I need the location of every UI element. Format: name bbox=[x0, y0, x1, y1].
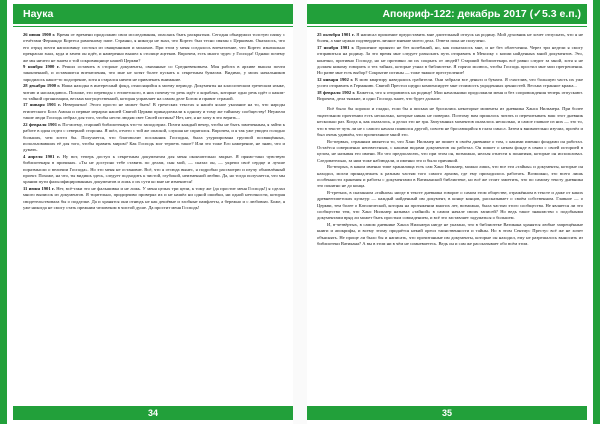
left-page bbox=[7, 0, 293, 424]
right-edge-band bbox=[593, 0, 600, 424]
diary-entry: 12 января 1902 г. В мою квартиру наведались грабители. Они забрали все деньги и бумаги. Я счастлив, что большую часть их уже успел отправить в Германию. Святой Престол щедро компенсирует мне стоимость украденных ценностей. Весьма странное кражa... bbox=[317, 76, 584, 89]
left-header-rule bbox=[13, 26, 293, 27]
right-header-rule bbox=[307, 26, 587, 27]
body-paragraph: В-третьих, в сказанном «тайном» нигде в тексте дневника говорит о самом этом обществе, отражённом в тексте и даже от каких древнеегипетских культур — каждый найденный им документ, в конце концов, рассказывает о своём собственном. Главное — о Церкви, тем более о Католической, которая на протяжении многих лет, возможно, была частью этого сообщества. Не является ли это сообщество тем, что Ханс Нильмер называл «тайной» в самом начале своих записей? Но ведь такое знакомство с подобными документами вряд ли может быть простым совпадением, и всё это заставляет задуматься о большем. bbox=[317, 189, 583, 221]
diary-entry: 28 декабря 1900 г. Наша находка в интересный фонд, относящийся к моему периоду. Документы на классическом греческом языке, читаю и наслаждаюсь. Похоже, это переводы с египетского, в них почему-то речь идёт о кораблях, которые одно речь идёт о каком-то тайной организации, весьма могущественной, которая управляет на самом деле Богом и правит страной. bbox=[23, 83, 285, 102]
left-edge-band bbox=[0, 0, 7, 424]
diary-entry: 26 июня 1900 г. Время от времени продолжаю свои исследования, опасаясь быть раскрытым. Сегодня обнаружил толстую папку с отчётами Фернандо Кортеса рамочному папе. Странно, я никогда не знал, что Кортес был тесно связан с Церковью. Оказалось, что его отряд почти наполовину состоял из священников и монахов. При этом у меня создалось впечатление, что Кортес изначально прекрасно знал, куда и зачем он идёт, и намеренно вышел к столице ацтеков. Впрочем, есть много чудес у Господа! Однако почему же мы ничего не знаем о той сокровищнице нашей Церкви? bbox=[23, 32, 285, 63]
left-page-header: Наука bbox=[13, 4, 293, 24]
left-page-body bbox=[23, 32, 285, 211]
diary-entry: 4 апреля 1901 г. Ну вот, теперь доступ к секретным документам для меня окончательно закрыт. Я прямо-таки чувствую библиотекаря в причинах. «Ты не доступно тебе ставить по делам, сын мой, — сказал он, — укрепи своё сердце и лучше поразмысли о величии Господа». Но это меня не остановит. Всё, что я отсюда вынес, я подробно рассмотрю и изучу обновлённый проект. Похоже, на что, ты видишь здесь, следует подходить к чистой, глубокой, неизменной любви. Да, но тогда получается, что мы храним пути фальсифицированных документов и ложь о их сути ко мне не изменится! bbox=[23, 153, 285, 185]
diary-entry: 17 января 1901 г. Невероятно! Этого просто не может быть! В греческих текстах я нашёл ясное указание на то, что народы египетского Бога Амона и первые иерархи нашей Святой Церкви принадлежали к одному и тому же тайному сообществу! Неужели такие люди Господь избрал для того, чтобы нести людям свет Своей истины? Нет, нет, я не хочу в это верить... bbox=[23, 102, 285, 121]
body-paragraph: Во-вторых, в каком именно типе хранилища есть сам Ханс Нильмер, можно лишь, что все эти «тайны» и документы, которые он находил, могли принадлежать к разным частям того самого архива, где ему приходилось работать. Возможно, это всего лишь особенности хранения и работы с документами в Ватиканской библиотеке, но всё же стоит заметить, что по самому тексту дневника это понятно не до конца. bbox=[317, 164, 583, 189]
diary-entry: 17 ноября 1901 г. Прошение принято не без колебаний, но, как показалось мне, и не без облегчения. Через три недели я смогу отправиться на родину. За это время мне следует разыскать путь отправить в Мексику с копии найденных мной документов. Это, конечно, противно Господу, но не противно ли их сокрыть от людей? Старший библиотекарь всё равно следит за мной, хотя я не должен никому говорить о тех тайнах, которые узнал в библиотеке. Я горячо молюсь, чтобы Господь простил мне мои прегрешения. Но разве мне есть выбор? Сокрытие истины — тоже тяжкое преступление! bbox=[317, 44, 584, 76]
body-paragraph: Во-первых, странным является то, что Ханс Нильмер не пишет в своём дневнике о том, с какими именно фондами он работал. Остаётся совершенно неизвестным, с какими видами документов он работал. Он пишет о неком фонде в связи с своей историей в целом, не называя его имени. Но что предполагать, что при этом он, возможно, нельзя отнести к понятиям, которые он использовал. Следовательно, за ним тоже наблюдали, и именно это и было причиной. bbox=[317, 138, 583, 163]
page-gutter bbox=[293, 0, 307, 424]
diary-entry: 9 ноября 1900 г. Решил оставить в стороне документы, связанные со Средневековьем. Моя работа в архиве вышла почти законченной, и оставшиеся впечатления, что мне не хотят более пускать к секретным бумагам. Видимо, у моих начальников зародилось какое-то подозрение, хотя я старался ничем не привлекать внимание. bbox=[23, 64, 286, 82]
diary-entry: 25 октября 1901 г. Я написал прошение предоставить мне длительный отпуск на родину. Мой духовник не хочет отпускать, что я не болен, а мне нужно подтвердить личное мнение моего дела. Ответа пока не получено. bbox=[317, 32, 584, 44]
right-page bbox=[307, 0, 593, 424]
diary-entry: 11 июня 1901 г. Нет, всё-таки это не фальшивка и не ложь. У меня целых три цепи, к тому же (да простит меня Господь!) я сделал много выписок из документов. Я тщательно, придирчиво проверял их и не нашёл ни одной ошибки, ни одной неточности, которая свидетельствовала бы о подделке. Да и хранятся они отнюдь не как дешёвые и злобные памфлеты, а бережно и с любовью. Боже, я уже никогда не смогу стать прежним человеком в чистой душе. Да простит меня Господь! bbox=[23, 185, 286, 210]
right-page-number: 35 bbox=[307, 406, 587, 420]
right-page-body bbox=[317, 32, 583, 247]
right-page-header: Апокриф-122: декабрь 2017 (✓5.3 е.п.) bbox=[307, 4, 587, 24]
body-paragraph: И, в-четвёртых, в самом дневнике Ханса Нильмера нигде не указано, что в библиотеке Ватикана хранятся любые запрещённые книги и апокрифы, и всему этому придаётся некий ореол таинственности и тайны. Но в этом Сентиус Престус всё же не хочет объяснять. Не проще ли было бы и написать, что прочитанные им документы, которые он находил, ему не разрешалось выносить из библиотеки Ватикана? А вы в этом ни в чём не сомневаетесь. Ведь он и сам же рассказывает обо всём этом. bbox=[317, 221, 583, 246]
diary-entry: 18 февраля 1902 г. Кажется, что я отправлюсь на родину! Мои начальники продолжили меня и без сопровождения теперь отпускают. Впрочем, дела тяжкие, и одно Господь знает, что будет дальше. bbox=[317, 89, 583, 102]
body-paragraph: Всё было бы хорошо и гладко, если бы я письма не бросились некоторые моменты из дневника Ханса Нильмера. При более тщательном прочтении есть несколько, которые никак не поверил. Поэтому вам пришлось читать и перечитывать ваш этот дневник несколько раз. Когда я, как оказалось, я делал это не зря. Запутанных моментов оказалось несколько, и самое главное из них — это то, что в тексте чуть ли не с самого начала появился другой, совсем не бросающийся в глаза смысл. Затем я внимательно изучил, прочёл и был очень удивлён, что прочитанное мной это. bbox=[317, 106, 583, 138]
left-page-number: 34 bbox=[13, 406, 293, 420]
diary-entry: 22 февраля 1901 г. По-моему, старший библиотекарь что-то заподозрил. Почти каждый вечер, чтобы не быть замеченным, я зайти к работе в один отдел с северной стороны. Я шёл, отчего с той же опаской, слушая не спрятался. Впрочем, и я так уже увидел голодно больших, чем хотел бы. Получается, что благоволит посланник Господня, была узурпирована группой посвящённых, использовавших её для того, чтобы править миром? Как Господь мог терпеть такое? Или это тоже Его намерение, не знаю, что и думать. bbox=[23, 121, 285, 153]
